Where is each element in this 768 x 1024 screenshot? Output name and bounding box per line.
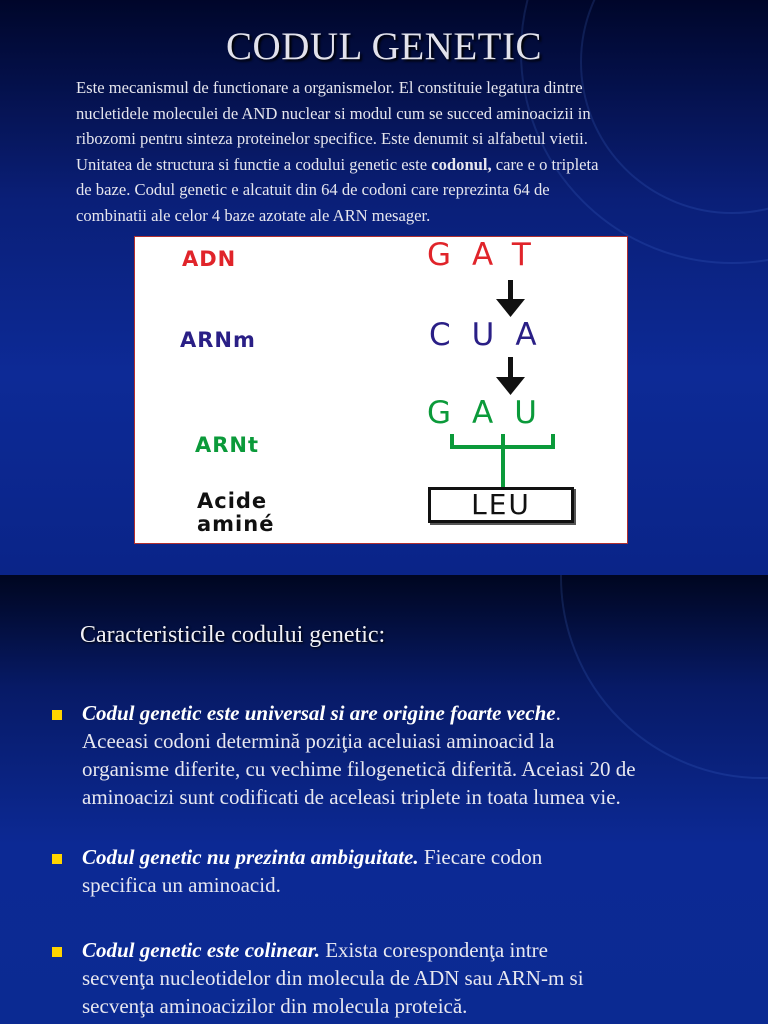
codon-gau: GAU (427, 395, 558, 431)
bullet-line: aminoacizi sunt codificati de aceleasi triplete in toata lumea vie. (82, 785, 621, 809)
bullet-line: secvenţa nucleotidelor din molecula de ADN sau ARN-m si (82, 966, 584, 990)
bullet-line (82, 699, 732, 727)
bullet-line: organisme diferite, cu vechime filogenetică diferită. Aceiasi 20 de (82, 757, 636, 781)
bullet-line: Aceeasi codoni determină poziţia aceluiasi aminoacid la (82, 729, 555, 753)
intro-line: ribozomi pentru sinteza proteinelor specifice. Este denumit si alfabetul vietii. (76, 129, 588, 149)
amino-acid-leu-box: LEU (428, 487, 574, 523)
intro-line: nucletidele moleculei de AND nuclear si modul cum se succed aminoacizii in (76, 103, 591, 123)
arrow-down-icon (496, 280, 525, 317)
bullet-lead: Codul genetic nu prezinta ambiguitate. (82, 845, 419, 869)
label-acide-line: aminé (197, 512, 275, 536)
bullet-colinear (82, 936, 732, 1020)
intro-line: combinatii ale celor 4 baze azotate ale ARN mesager. (76, 205, 431, 225)
intro-line: Este mecanismul de functionare a organismelor. El constituie legatura dintre (76, 78, 583, 97)
arrow-down-icon (496, 357, 525, 395)
label-adn: ADN (182, 247, 237, 271)
bullet-text: Exista corespondenţa intre (319, 938, 548, 962)
codon-term: codonul, (431, 154, 492, 174)
bullet-square-icon (52, 854, 62, 864)
intro-paragraph (76, 75, 732, 229)
bullet-universal (82, 699, 732, 811)
bullet-lead: Codul genetic este universal si are origine foarte veche (82, 701, 556, 725)
slide-title: CODUL GENETIC (226, 25, 542, 68)
slide-caracteristici (0, 575, 768, 1024)
bullet-text: . (555, 701, 561, 725)
bullet-lead: Codul genetic este colinear. (82, 938, 320, 962)
intro-text: care e o tripleta (491, 154, 599, 174)
bullet-square-icon (52, 947, 62, 957)
bullet-line: secvenţa aminoacizilor din molecula proteică. (82, 994, 468, 1018)
bracket-connector (450, 434, 555, 487)
label-arnt: ARNt (195, 433, 260, 457)
label-acide-line: Acide (197, 489, 268, 513)
label-arnm: ARNm (180, 328, 256, 352)
bullet-line (82, 936, 732, 964)
genetic-code-diagram (134, 236, 628, 544)
bullet-line: specifica un aminoacid. (82, 873, 281, 897)
codon-cua: CUA (429, 317, 558, 353)
bullet-square-icon (52, 710, 62, 720)
intro-line (76, 152, 732, 178)
codon-gat: GAT (427, 237, 552, 273)
intro-line: de baze. Codul genetic e alcatuit din 64 de codoni care reprezinta 64 de (76, 180, 550, 200)
section-heading: Caracteristicile codului genetic: (80, 622, 386, 648)
bullet-ambiguitate (82, 843, 732, 899)
intro-text: Unitatea de structura si functie a codului genetic este (76, 154, 432, 174)
bullet-line (82, 843, 732, 871)
bullet-text: Fiecare codon (418, 845, 543, 869)
